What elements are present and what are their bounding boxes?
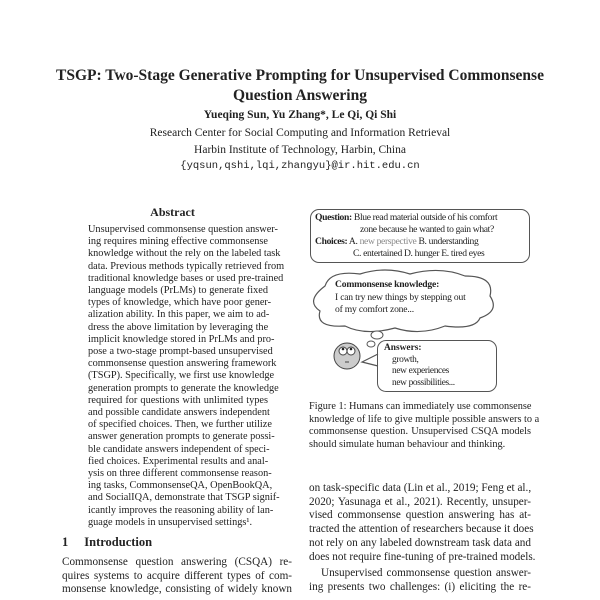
text-line: on task-specific data (Lin et al., 2019; Feng et al., [309,482,532,494]
affiliation-line: Harbin Institute of Technology, Harbin, China [194,143,406,156]
answer-item: new experiences [392,366,449,376]
text-line: commonsense question answering framework [88,358,277,370]
text-line: not rely on any labeled downstream task data and [309,536,531,549]
knowledge-line: I can try new things by stepping out [335,291,466,303]
title-line: Question Answering [233,87,367,104]
affiliation-line: Research Center for Social Computing and Information Retrieval [149,127,451,139]
text-line: ble candidate answers independent of speci- [88,443,270,455]
answers-box [377,340,497,392]
text-line: ing requires mining effective commonsense [88,236,268,248]
text-line: pose a two-stage prompt-based unsupervised [88,346,273,358]
right-body [309,482,536,564]
text-line: Commonsense question answering (CSQA) re- [62,556,292,568]
paper-title [0,66,600,106]
intro-heading [62,535,152,550]
text-line: required for questions with unlimited types [88,394,268,406]
answers-label: Answers: [384,343,422,353]
text-line: icantly improves the reasoning ability of lan- [88,504,274,516]
text-line: traditional knowledge bases or used pre-trained [88,272,284,284]
section-title: Introduction [84,535,153,549]
answer-item: new possibilities... [392,377,455,388]
text-line: and possible candidate answers independent [88,407,270,419]
title-line: TSGP: Two-Stage Generative Prompting for Unsupervised Commonsense [56,67,544,84]
figure-caption [309,401,540,451]
text-line: monsense knowledge, consisting of widely known [62,583,292,596]
text-line: dress the above limitation by leveraging the [88,321,269,333]
thinking-face-icon [332,340,362,372]
text-line: Unsupervised commonsense question answer- [321,567,531,579]
answer-item: growth, [392,354,419,365]
question-box [310,209,530,263]
text-line: data. Previous methods typically retrieved from [88,260,285,272]
authors: Yueqing Sun, Yu Zhang*, Le Qi, Qi Shi [203,109,397,121]
text-line: should simulate human behaviour and thinking. [309,438,506,450]
text-line: implicit knowledge stored in PrLMs and pro- [88,333,275,345]
right-body-para2 [309,567,531,594]
text-line: does not require fine-tuning of pre-trained models. [309,550,536,563]
knowledge-line: of my comfort zone... [335,304,414,315]
text-line: ing tasks, CommonsenseQA, OpenBookQA, [88,480,273,492]
choices-label: Choices: [315,236,348,247]
text-line: quires systems to acquire different types of com- [62,569,292,582]
text-line: commonsense question. Unsupervised CSQA models [309,426,531,437]
text-line: ing presents two challenges: (i) eliciting the re- [309,580,531,593]
question-text: zone because he wanted to gain what? [360,224,494,235]
choice-a: new perspective [359,236,417,247]
text-line: fied choices. Experimental results and anal- [88,455,269,467]
text-line: of specified choices. Then, we further utilize [88,419,272,431]
text-line: (TSGP). Specifically, we first use knowledge [88,370,275,382]
section-number: 1 [62,535,69,549]
text-line: knowledge of life to give multiple possible answers to a [309,413,540,425]
text-line: guage models in unsupervised settings¹. [88,516,253,528]
choices-rest: C. entertained D. hunger E. tired eyes [353,248,485,259]
intro-body [62,556,292,597]
email: {yqsun,qshi,lqi,zhangyu}@ir.hit.edu.cn [180,160,420,172]
choice-b: B. understanding [418,236,479,247]
abstract-body [88,224,285,529]
affiliation [0,125,600,175]
text-line: alization ability. In this paper, we aim to ad- [88,309,270,321]
text-line: Figure 1: Humans can immediately use commonsense [309,401,532,412]
text-line: vised commonsense question answering has at- [309,509,531,522]
text-line: types of knowledge, which have poor gener- [88,297,272,309]
text-line: tracted the attention of researchers because it does [309,523,534,536]
text-line: knowledge without the rely on the labeled task [88,248,281,260]
choice-prefix: A. [348,236,358,247]
abstract-heading: Abstract [150,205,195,219]
question-text: Blue read material outside of his comfort [353,212,498,223]
text-line: 2020; Yasunaga et al., 2021). Recently, unsuper- [309,495,531,508]
text-line: ysis on three different commonsense reason- [88,468,272,480]
text-line: language models (PrLMs) to generate fixed [88,285,268,297]
text-line: answer generation prompts to generate possi- [88,431,275,443]
text-line: generation prompts to generate the knowledge [88,382,279,394]
knowledge-text [335,279,466,317]
knowledge-label: Commonsense knowledge: [335,279,440,290]
question-label: Question: [315,212,352,223]
text-line: Unsupervised commonsense question answer- [88,224,278,235]
text-line: and SocialIQA, demonstrate that TSGP signif- [88,492,280,504]
